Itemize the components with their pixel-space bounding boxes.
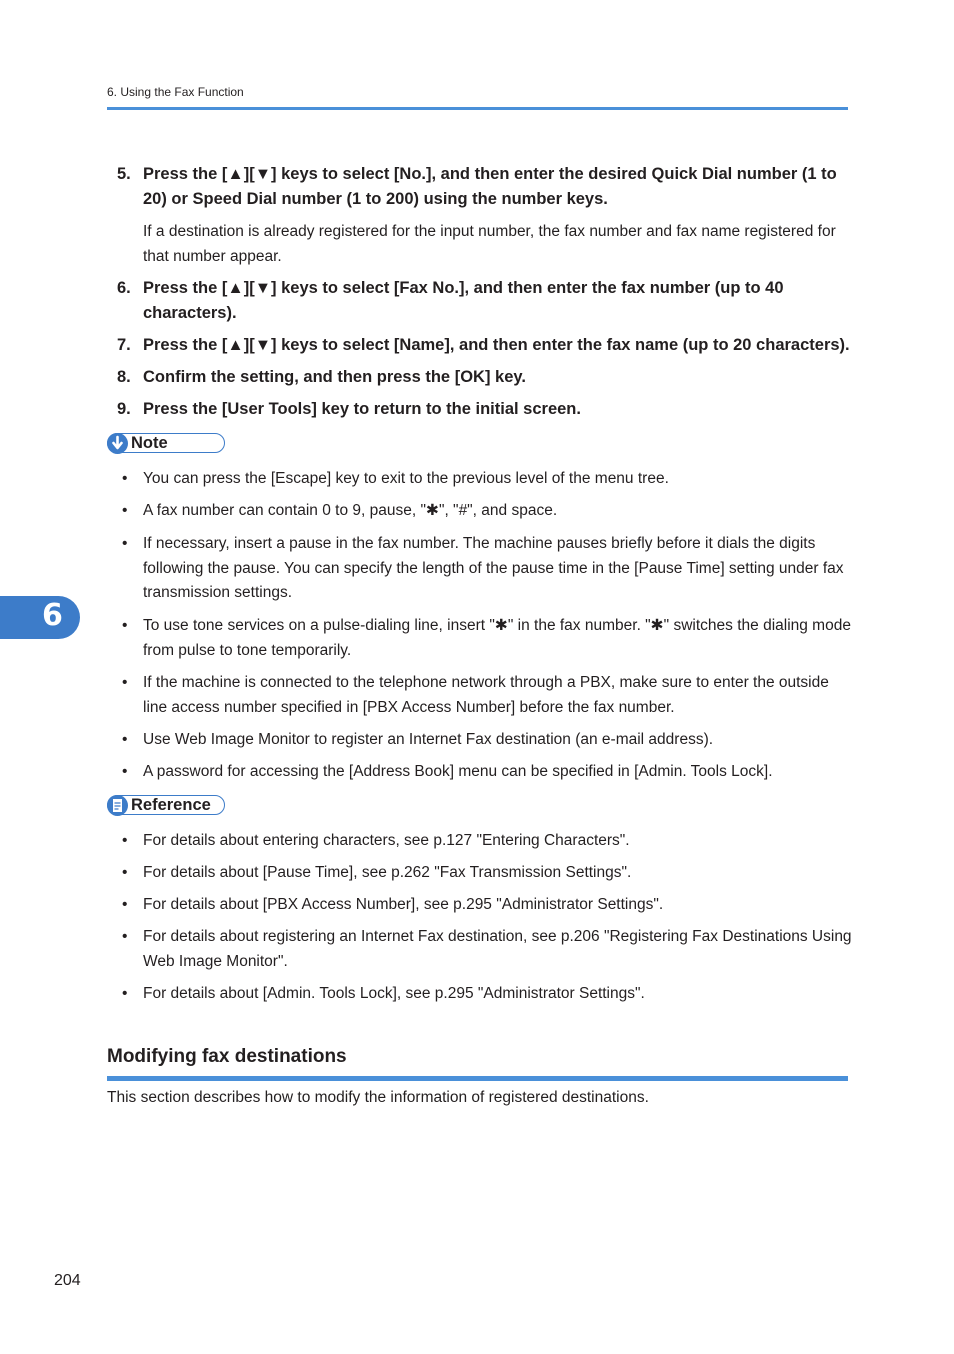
step-number: 5.	[117, 165, 131, 183]
step-number: 6.	[117, 279, 131, 297]
step-number: 8.	[117, 368, 131, 386]
note-badge	[107, 433, 225, 453]
step-text: Press the [▲][▼] keys to select [Fax No.], and then enter the fax number (up to 40 characters).	[143, 279, 784, 322]
section-heading: Modifying fax destinations	[107, 1046, 347, 1067]
step-text: Press the [▲][▼] keys to select [No.], and then enter the desired Quick Dial number (1 to 20) or Speed Dial number (1 to 200) using the number keys.	[143, 165, 837, 208]
chapter-tab-number: 6	[42, 598, 63, 633]
step-number: 7.	[117, 336, 131, 354]
section-description: This section describes how to modify the information of registered destinations.	[107, 1089, 649, 1106]
chapter-running-title: 6. Using the Fax Function	[107, 85, 244, 99]
chapter-tab	[0, 596, 80, 639]
section-divider	[107, 1076, 848, 1081]
step-text: Confirm the setting, and then press the [OK] key.	[143, 368, 526, 386]
header-divider	[107, 107, 848, 110]
note-arrow-down-icon	[107, 433, 128, 454]
reference-label: Reference	[131, 796, 211, 814]
step-number: 9.	[117, 400, 131, 418]
step-5-explanation: If a destination is already registered for the input number, the fax number and fax name registered for that number appear.	[143, 223, 836, 265]
note-label: Note	[131, 434, 168, 452]
reference-badge	[107, 795, 225, 815]
reference-document-icon	[107, 795, 128, 816]
page-number: 204	[54, 1272, 81, 1289]
step-text: Press the [▲][▼] keys to select [Name], and then enter the fax name (up to 20 characters).	[143, 336, 850, 354]
step-text: Press the [User Tools] key to return to the initial screen.	[143, 400, 581, 418]
